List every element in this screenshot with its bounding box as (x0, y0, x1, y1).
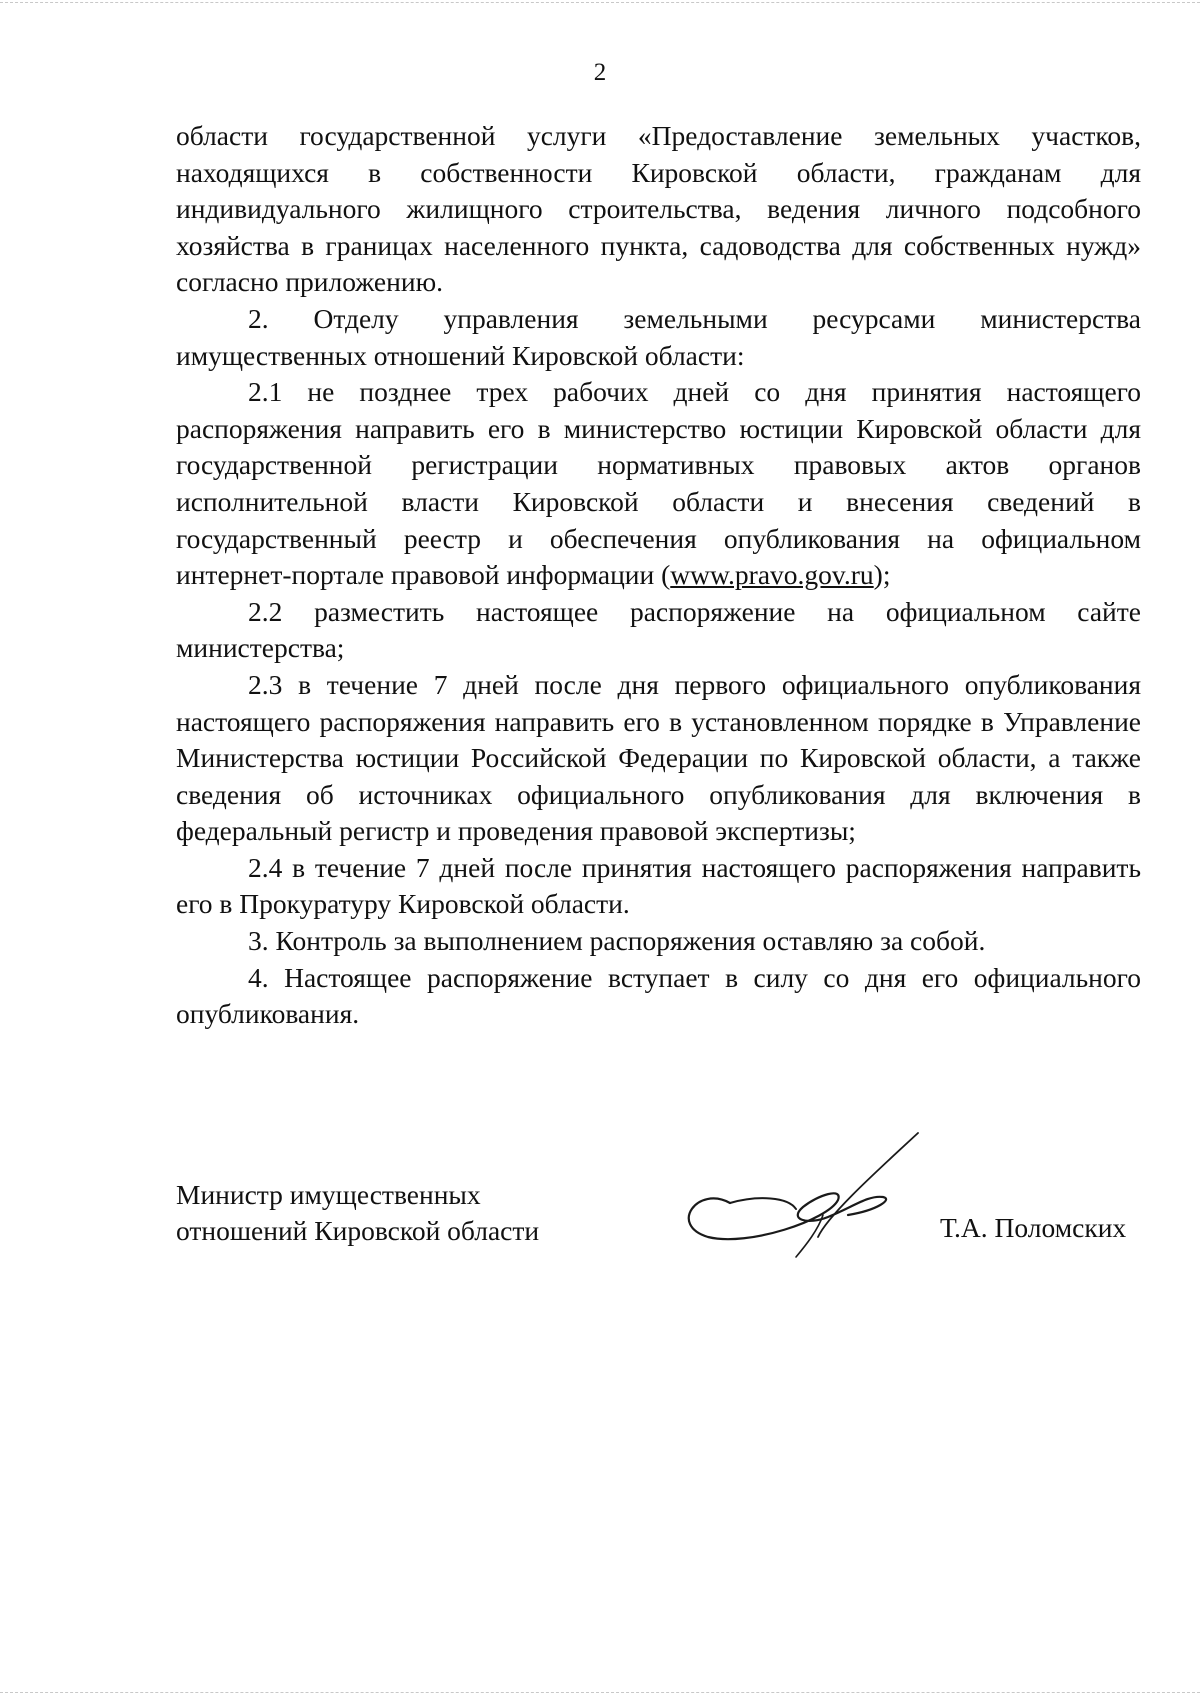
document-body (176, 118, 1141, 1033)
pravo-gov-link[interactable]: www.pravo.gov.ru (670, 559, 874, 591)
signer-position (176, 1177, 539, 1249)
handwritten-signature-icon (678, 1125, 938, 1260)
scan-top-edge (0, 2, 1200, 4)
paragraph-item-2-1-tail: ); (873, 559, 891, 591)
paragraph-item-4: 4. Настоящее распоряжение вступает в силу со дня его официального опубликования. (176, 961, 1141, 1030)
signer-position-line2: отношений Кировской области (176, 1215, 540, 1246)
paragraph-service-name: области государственной услуги «Предоставление земельных участков, находящихся в собственности Кировской области, гражданам для индивидуального жилищного строительства, ведения личного подсобного хозяйства в границах населенного пункта, садоводства для собственных нужд» согласно приложению. (176, 120, 1141, 298)
page-number: 2 (593, 59, 607, 86)
paragraph-item-2-3: 2.3 в течение 7 дней после дня первого официального опубликования настоящего распоряжения направить его в установленном порядке в Управление Министерства юстиции Российской Федерации по Кировской области, а также сведения об источниках официального опубликования для включения в федеральный регистр и проведения правовой экспертизы; (176, 668, 1141, 847)
paragraph-item-2-2: 2.2 разместить настоящее распоряжение на официальном сайте министерства; (176, 595, 1141, 664)
paragraph-item-3: 3. Контроль за выполнением распоряжения оставляю за собой. (248, 925, 986, 957)
paragraph-item-2-1 (176, 374, 1141, 594)
scan-bottom-edge (0, 1692, 1200, 1694)
paragraph-item-2-1-text: 2.1 не позднее трех рабочих дней со дня принятия настоящего распоряжения направить его в министерство юстиции Кировской области для государственной регистрации нормативных правовых актов органов исполнительной власти Кировской области и внесения сведений в государственный реестр и обеспечения опубликования на официальном интернет-портале правовой информации ( (176, 376, 1141, 591)
signer-name: Т.А. Поломских (940, 1212, 1127, 1243)
paragraph-item-2: 2. Отделу управления земельными ресурсами министерства имущественных отношений Кировской области: (176, 302, 1141, 371)
paragraph-item-2-4: 2.4 в течение 7 дней после принятия настоящего распоряжения направить его в Прокуратуру Кировской области. (176, 851, 1141, 920)
signer-position-line1: Министр имущественных (176, 1179, 481, 1210)
